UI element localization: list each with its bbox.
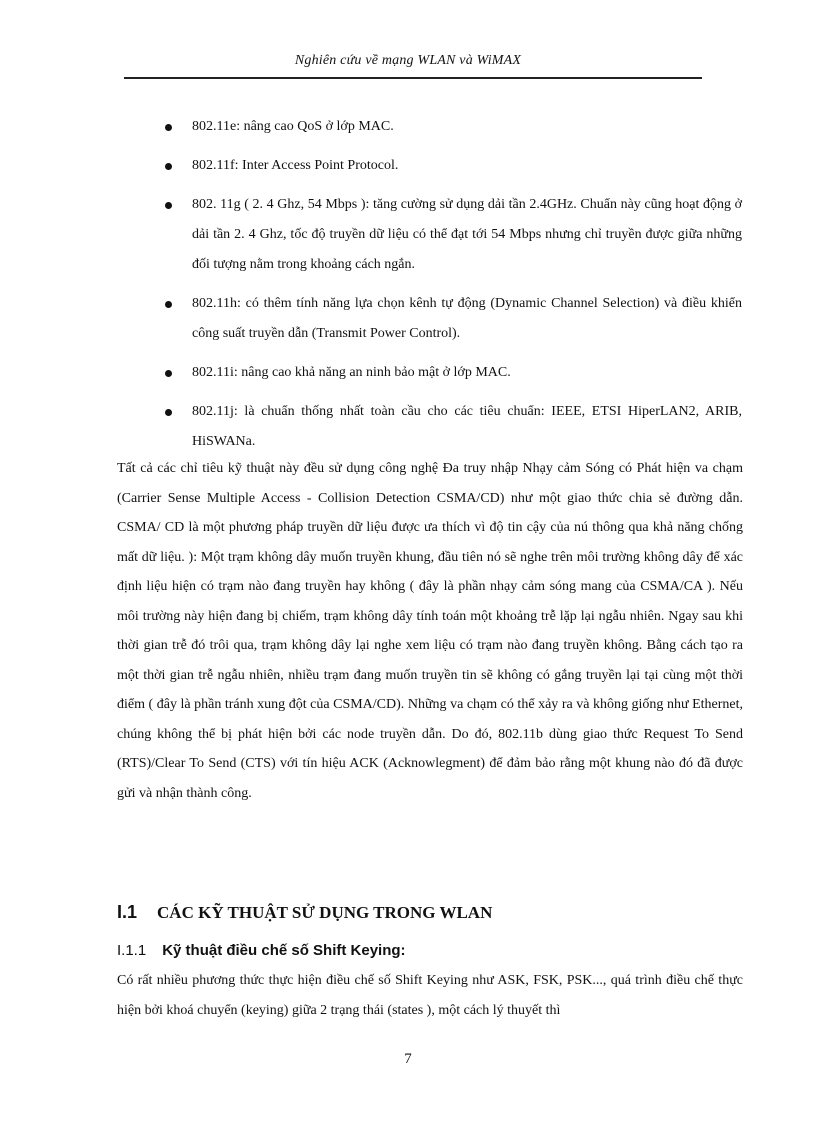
- bullet-text: 802.11h: có thêm tính năng lựa chọn kênh tự động (Dynamic Channel Selection) và điều khiển công suất truyền dẫn (Transmit Power Control).: [192, 296, 742, 341]
- header-title: Nghiên cứu về mạng WLAN và WiMAX: [294, 53, 522, 68]
- bullet-item: [0, 190, 816, 280]
- section-title: CÁC KỸ THUẬT SỬ DỤNG TRONG WLAN: [157, 903, 493, 922]
- subsection-heading: [117, 942, 406, 959]
- bullet-text: 802.11i: nâng cao khả năng an ninh bảo mật ở lớp MAC.: [192, 365, 511, 380]
- bullet-text: 802.11e: nâng cao QoS ở lớp MAC.: [192, 119, 394, 134]
- bullet-item: [0, 112, 816, 142]
- bullet-dot-icon: [165, 409, 172, 416]
- bullet-dot-icon: [165, 370, 172, 377]
- bullet-list: [0, 112, 816, 457]
- section-heading: [117, 902, 492, 923]
- header-rule: [124, 77, 702, 79]
- body-paragraph: Tất cả các chỉ tiêu kỹ thuật này đều sử dụng công nghệ Đa truy nhập Nhạy cảm Sóng có Phát hiện va chạm (Carrier Sense Multiple Access - Collision Detection CSMA/CD) như một giao thức chia sẻ đường dẫn. CSMA/ CD là một phương pháp truyền dữ liệu được ưa thích vì độ tin cậy của nú thông qua khả năng chống mất dữ liệu. ): Một trạm không dây muốn truyền khung, đầu tiên nó sẽ nghe trên môi trường không dây để xác định liệu hiện có trạm nào đang truyền hay không ( đây là phần nhạy cảm sóng mang của CSMA/CA ). Nếu môi trường này hiện đang bị chiếm, trạm không dây tính toán một khoảng trễ lặp lại ngẫu nhiên. Ngay sau khi thời gian trễ đó trôi qua, trạm không dây lại nghe xem liệu có trạm nào đang truyền không. Bằng cách tạo ra một thời gian trễ ngẫu nhiên, nhiều trạm đang muốn truyền tin sẽ không có gắng truyền lại tại cùng một thời điểm ( đây là phần tránh xung đột của CSMA/CD). Những va chạm có thể xảy ra và không giống như Ethernet, chúng không thể bị phát hiện bởi các node truyền dẫn. Do đó, 802.11b dùng giao thức Request To Send (RTS)/Clear To Send (CTS) với tín hiệu ACK (Acknowlegment) để đảm bảo rằng một khung nào đó đã được gửi và nhận thành công.: [117, 461, 743, 801]
- bullet-dot-icon: [165, 202, 172, 209]
- page-number: 7: [404, 1051, 412, 1067]
- bullet-text: 802.11f: Inter Access Point Protocol.: [192, 158, 399, 173]
- bullet-item: [0, 151, 816, 181]
- body-paragraph-2: Có rất nhiều phương thức thực hiện điều chế số Shift Keying như ASK, FSK, PSK..., quá trình điều chế thực hiện bởi khoá chuyển (keying) giữa 2 trạng thái (states ), một cách lý thuyết thì: [117, 973, 743, 1018]
- subsection-number: I.1.1: [117, 942, 147, 959]
- bullet-item: [0, 358, 816, 388]
- bullet-item: [0, 397, 816, 457]
- bullet-text: 802. 11g ( 2. 4 Ghz, 54 Mbps ): tăng cường sử dụng dải tần 2.4GHz. Chuẩn này cũng hoạt động ở dải tần 2. 4 Ghz, tốc độ truyền dữ liệu có thể đạt tới 54 Mbps nhưng chỉ truyền được giữa những đối tượng nằm trong khoảng cách ngắn.: [192, 197, 742, 272]
- bullet-text: 802.11j: là chuẩn thống nhất toàn cầu cho các tiêu chuẩn: IEEE, ETSI HiperLAN2, ARIB, HiSWANa.: [192, 404, 742, 449]
- bullet-dot-icon: [165, 163, 172, 170]
- bullet-item: [0, 289, 816, 349]
- bullet-dot-icon: [165, 124, 172, 131]
- subsection-title: Kỹ thuật điều chế số Shift Keying:: [162, 942, 406, 959]
- section-number: I.1: [117, 902, 138, 922]
- bullet-dot-icon: [165, 301, 172, 308]
